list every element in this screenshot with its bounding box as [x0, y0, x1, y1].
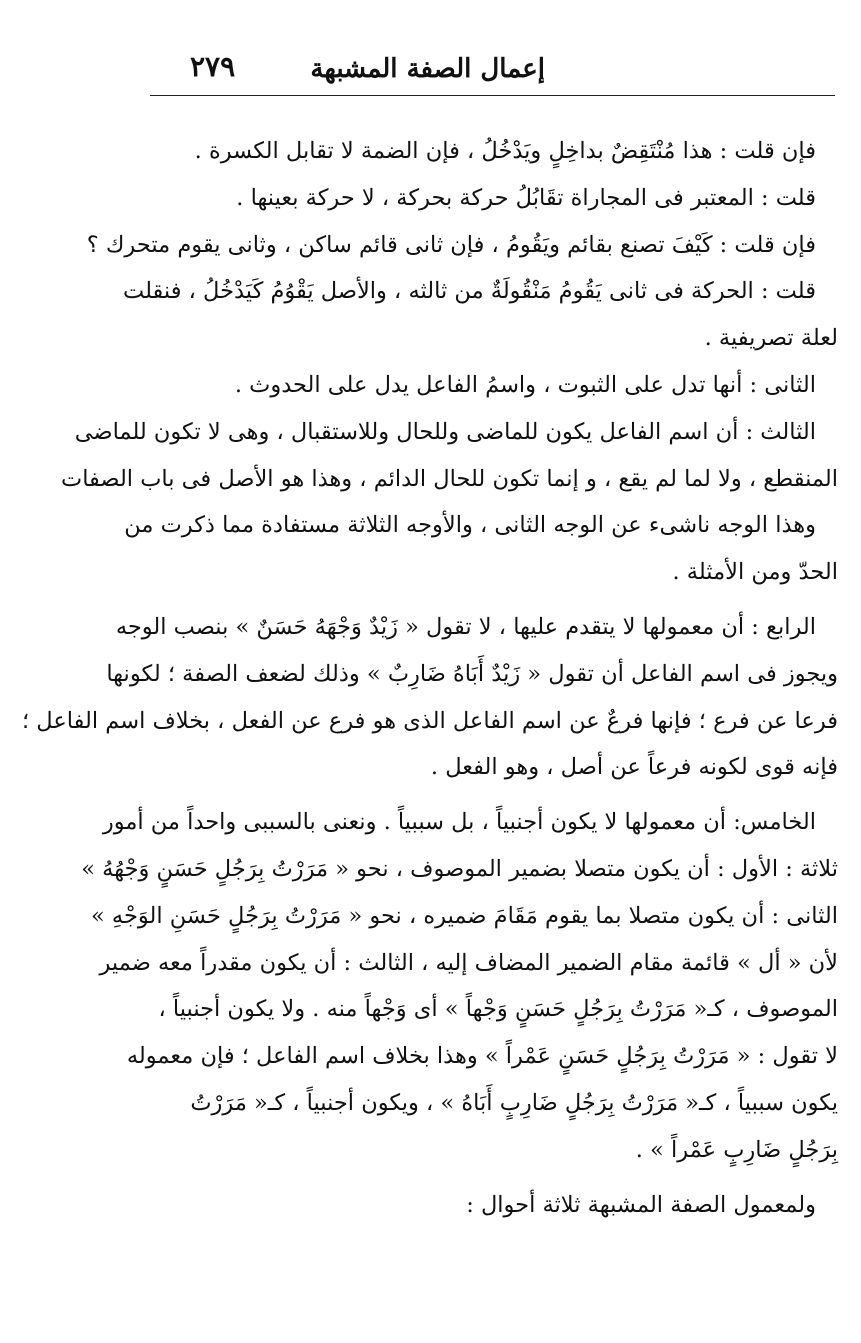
page-number: ٢٧٩	[190, 50, 236, 83]
text-line: الرابع : أن معمولها لا يتقدم عليها ، لا تقول « زَيْدٌ وَجْهَهُ حَسَنٌ » بنصب الوجه	[115, 613, 816, 640]
text-line: وهذا الوجه ناشىء عن الوجه الثانى ، والأوجه الثلاثة مستفادة مما ذكرت من	[124, 512, 816, 539]
page-body	[21, 128, 838, 1228]
text-line: الخامس: أن معمولها لا يكون أجنبياً ، بل سببياً . ونعنى بالسببى واحداً من أمور	[102, 809, 816, 836]
text-line: فإن قلت : هذا مُنْتَقِضٌ بداخِلٍ ويَدْخُلُ ، فإن الضمة لا تقابل الكسرة .	[194, 138, 816, 164]
text-line: فرعا عن فرع ؛ فإنها فرعٌ عن اسم الفاعل الذى هو فرع عن الفعل ، بخلاف اسم الفاعل ؛	[21, 707, 838, 734]
text-line: لا تقول : « مَرَرْتُ بِرَجُلٍ حَسَنٍ عَمْراً » وهذا بخلاف اسم الفاعل ؛ فإن معموله	[126, 1043, 838, 1070]
text-line: قلت : المعتبر فى المجاراة تقَابُلُ حركة بحركة ، لا حركة بعينها .	[236, 184, 816, 211]
text-line: فإنه قوى لكونه فرعاً عن أصل ، وهو الفعل .	[430, 754, 838, 781]
running-title: إعمال الصفة المشبهة	[310, 54, 545, 84]
text-line: ويجوز فى اسم الفاعل أن تقول « زَيْدٌ أَبَاهُ ضَارِبٌ » وذلك لضعف الصفة ؛ لكونها	[106, 660, 838, 687]
text-line: الموصوف ، كـ« مَرَرْتُ بِرَجُلٍ حَسَنٍ وَجْهاً » أى وَجْهاً منه . ولا يكون أجنبياً ،	[158, 996, 838, 1023]
header-rule	[150, 95, 835, 96]
text-line: المنقطع ، ولا لما لم يقع ، و إنما تكون للحال الدائم ، وهذا هو الأصل فى باب الصفات	[61, 465, 838, 492]
text-line: بِرَجُلٍ ضَارِبٍ عَمْراً » .	[635, 1136, 838, 1163]
text-line: الثانى : أن يكون متصلا بما يقوم مَقَامَ ضميره ، نحو « مَرَرْتُ بِرَجُلٍ حَسَنِ الوَجْهِ »	[91, 902, 838, 929]
text-line: الثالث : أن اسم الفاعل يكون للماضى وللحال وللاستقبال ، وهى لا تكون للماضى	[74, 418, 816, 445]
text-line: الثانى : أنها تدل على الثبوت ، واسمُ الفاعل يدل على الحدوث .	[234, 371, 816, 398]
text-line: ولمعمول الصفة المشبهة ثلاثة أحوال :	[466, 1191, 816, 1218]
text-line: فإن قلت : كَيْفَ تصنع بقائم ويَقُومُ ، فإن ثانى قائم ساكن ، وثانى يقوم متحرك ؟	[86, 231, 816, 258]
text-line: قلت : الحركة فى ثانى يَقُومُ مَنْقُولَةٌ من ثالثه ، والأصل يَقْوُمُ كَيَدْخُلُ ، فنقلت	[123, 278, 816, 305]
text-line: الحدّ ومن الأمثلة .	[672, 559, 838, 586]
page-header	[150, 46, 835, 96]
text-line: ثلاثة : الأول : أن يكون متصلا بضمير الموصوف ، نحو « مَرَرْتُ بِرَجُلٍ حَسَنٍ وَجْهُهُ »	[81, 855, 838, 882]
text-line: لعلة تصريفية .	[704, 325, 838, 352]
text-line: يكون سببياً ، كـ« مَرَرْتُ بِرَجُلٍ ضَارِبٍ أَبَاهُ » ، ويكون أجنبياً ، كـ« مَرَرْتُ	[190, 1089, 838, 1116]
text-line: لأن « أل » قائمة مقام الضمير المضاف إليه ، الثالث : أن يكون مقدراً معه ضمير	[99, 949, 838, 976]
